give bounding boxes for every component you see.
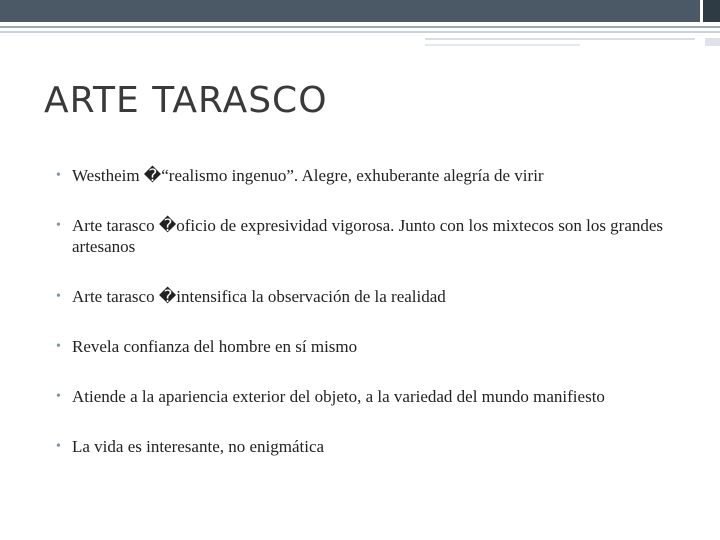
decorative-stripe [425,44,580,46]
bullet-text: Westheim �“realismo ingenuo”. Alegre, exhuberante alegría de virir [72,166,544,185]
bullet-item [56,386,676,407]
bullet-dot-icon: • [56,168,61,183]
bullet-item [56,215,676,257]
bullet-list [56,165,676,457]
bullet-dot-icon: • [56,339,61,354]
bullet-dot-icon: • [56,439,61,454]
bullet-text: Arte tarasco �oficio de expresividad vigorosa. Junto con los mixtecos son los grandes artesanos [72,216,664,256]
bullet-dot-icon: • [56,218,61,233]
bullet-item [56,336,676,357]
bullet-item [56,286,676,307]
bullet-item [56,436,676,457]
header-bar-corner [703,0,720,22]
decorative-stripe [705,38,720,46]
slide-title: ARTE TARASCO [44,80,328,121]
bullet-text: Arte tarasco �intensifica la observación de la realidad [72,287,446,306]
bullet-dot-icon: • [56,389,61,404]
bullet-text: La vida es interesante, no enigmática [72,437,325,456]
decorative-stripe [425,38,695,40]
header-bar [0,0,700,22]
bullet-text: Atiende a la apariencia exterior del objeto, a la variedad del mundo manifiesto [72,387,605,406]
bullet-text: Revela confianza del hombre en sí mismo [72,337,358,356]
bullet-item [56,165,676,186]
header-rule [0,26,720,28]
bullet-dot-icon: • [56,289,61,304]
header-rule-light [0,31,720,33]
